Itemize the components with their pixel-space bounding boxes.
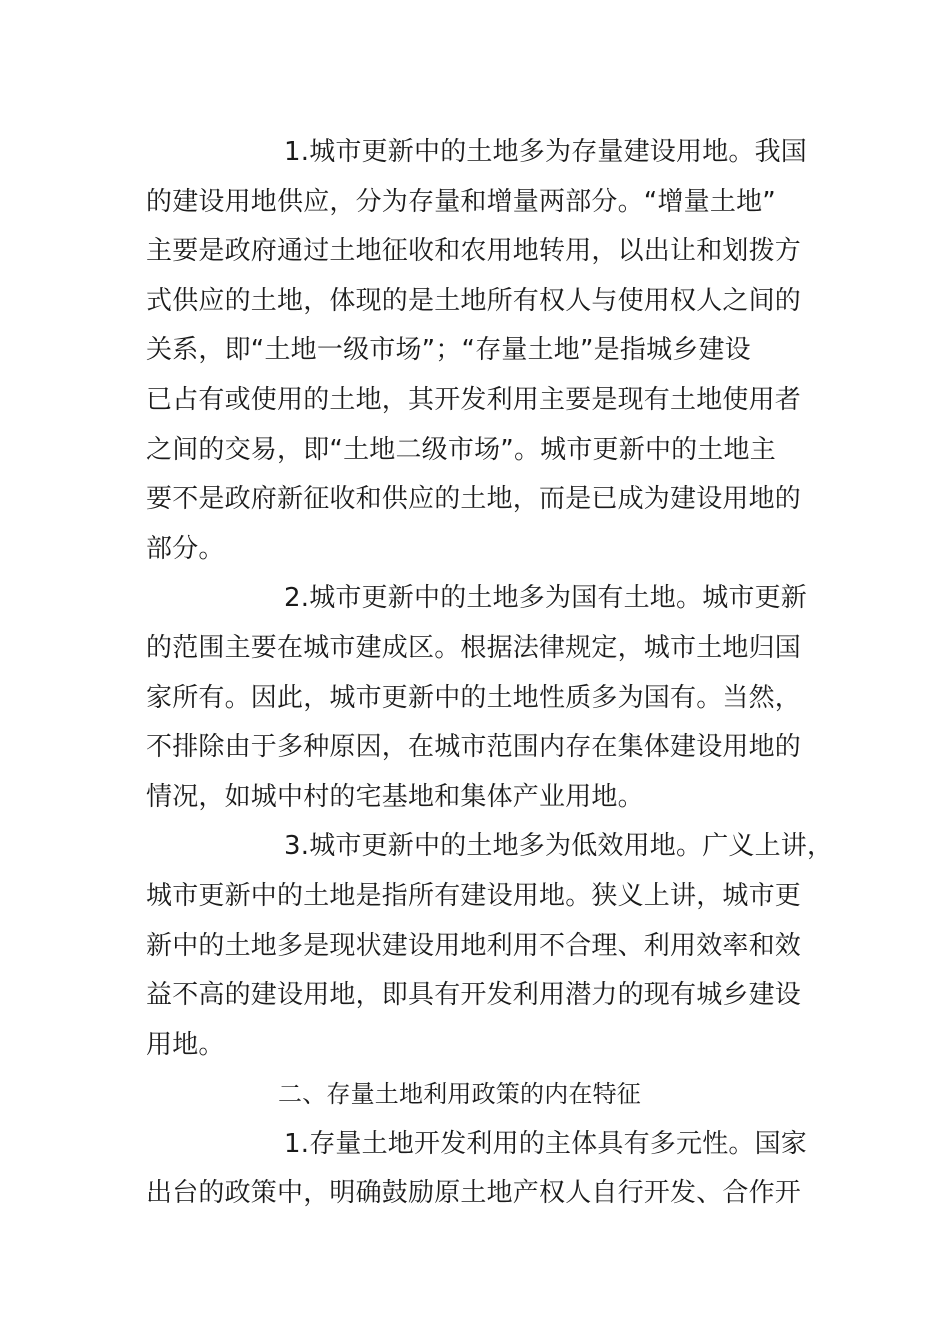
paragraph-1-line-3: 主要是政府通过土地征收和农用地转用，以出让和划拨方: [146, 236, 802, 267]
paragraph-3-line-3: 新中的土地多是现状建设用地利用不合理、利用效率和效: [146, 930, 802, 961]
paragraph-3-line-4: 益不高的建设用地，即具有开发利用潜力的现有城乡建设: [146, 980, 802, 1011]
paragraph-2-line-5: 情况，如城中村的宅基地和集体产业用地。: [146, 781, 644, 812]
paragraph-3-line-1: 3.城市更新中的土地多为低效用地。广义上讲，: [284, 831, 834, 862]
body-text: [146, 128, 834, 1219]
paragraph-2-line-1: 2.城市更新中的土地多为国有土地。城市更新: [284, 583, 808, 614]
paragraph-2-line-2: 的范围主要在城市建成区。根据法律规定，城市土地归国: [146, 632, 802, 663]
paragraph-1-line-1: 1.城市更新中的土地多为存量建设用地。我国: [284, 137, 808, 167]
paragraph-1-line-9: 部分。: [146, 533, 225, 564]
paragraph-1-line-4: 式供应的土地，体现的是土地所有权人与使用权人之间的: [146, 285, 802, 316]
paragraph-4-line-1: 1.存量土地开发利用的主体具有多元性。国家: [284, 1128, 808, 1159]
paragraph-2-line-4: 不排除由于多种原因，在城市范围内存在集体建设用地的: [146, 732, 802, 763]
paragraph-1-line-6: 已占有或使用的土地，其开发利用主要是现有土地使用者: [146, 384, 802, 415]
paragraph-1-line-5: 关系，即“土地一级市场”；“存量土地”是指城乡建设: [146, 335, 751, 366]
paragraph-1-line-2: 的建设用地供应，分为存量和增量两部分。“增量土地”: [146, 186, 776, 217]
paragraph-3-line-5: 用地。: [146, 1029, 225, 1060]
paragraph-3-line-2: 城市更新中的土地是指所有建设用地。狭义上讲，城市更: [146, 880, 802, 911]
paragraph-1-line-7: 之间的交易，即“土地二级市场”。城市更新中的土地主: [146, 434, 776, 465]
section-heading: 二、存量土地利用政策的内在特征: [278, 1080, 641, 1109]
paragraph-2-line-3: 家所有。因此，城市更新中的土地性质多为国有。当然，: [146, 682, 802, 713]
paragraph-4-line-2: 出台的政策中，明确鼓励原土地产权人自行开发、合作开: [146, 1178, 802, 1209]
paragraph-1-line-8: 要不是政府新征收和供应的土地，而是已成为建设用地的: [146, 484, 802, 515]
